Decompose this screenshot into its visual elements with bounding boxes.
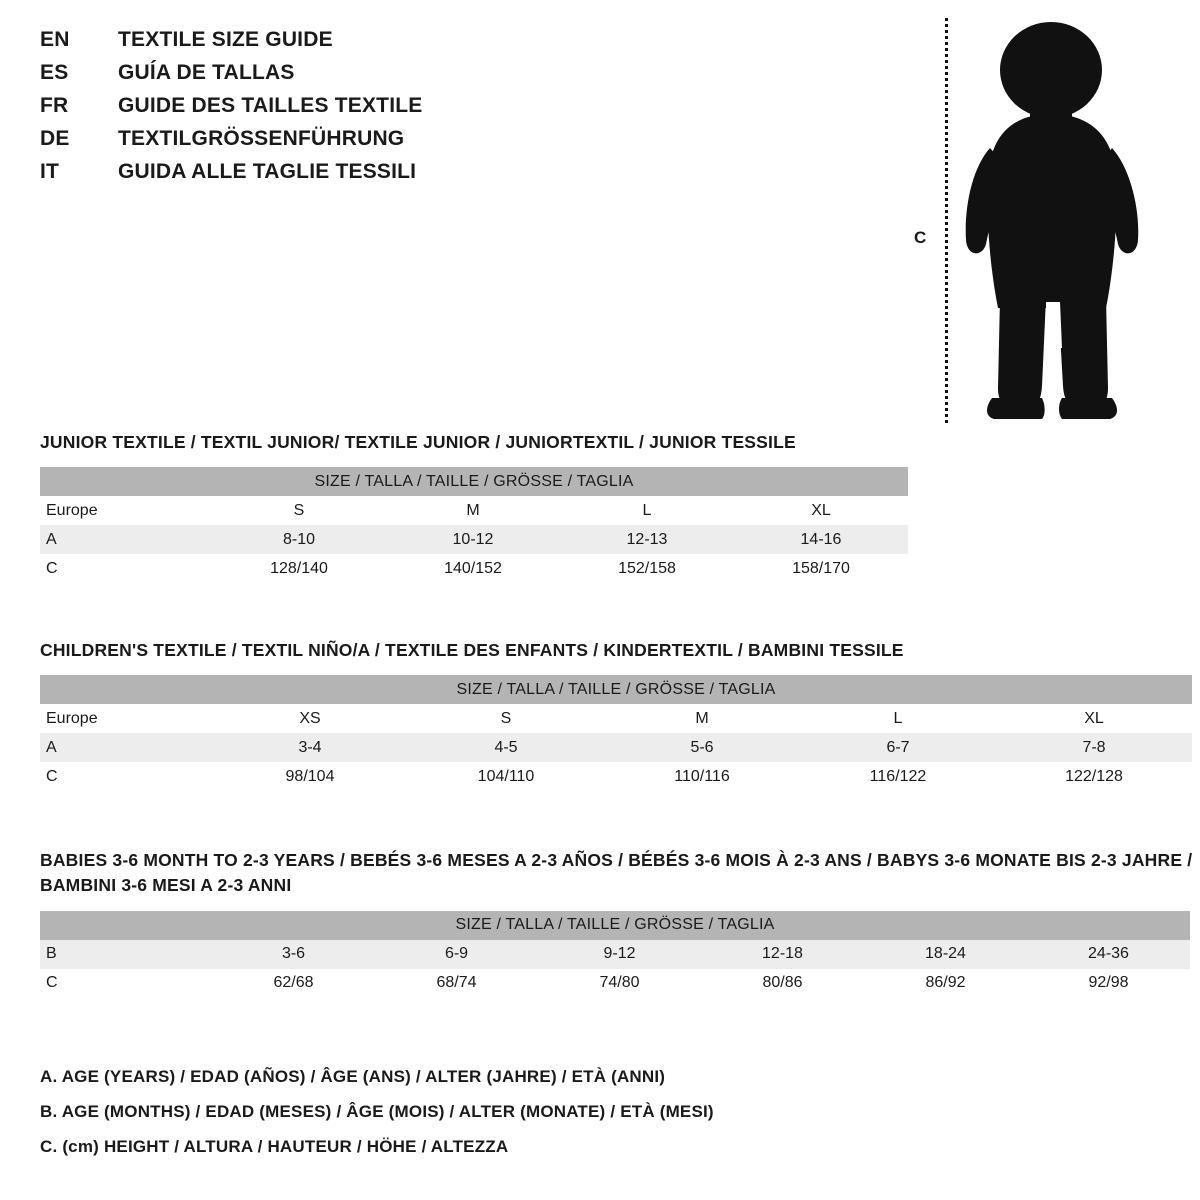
table-cell: 24-36 — [1027, 940, 1190, 969]
table-header-row — [40, 704, 1192, 733]
row-label: C — [40, 969, 212, 998]
table-cell: 110/116 — [604, 762, 800, 791]
table-row — [40, 733, 1192, 762]
table-band-label: SIZE / TALLA / TAILLE / GRÖSSE / TAGLIA — [40, 911, 1190, 940]
table-cell: 104/110 — [408, 762, 604, 791]
language-title: GUÍA DE TALLAS — [118, 61, 295, 84]
language-title: TEXTILGRÖSSENFÜHRUNG — [118, 127, 405, 150]
language-title-list — [40, 28, 660, 193]
language-title: TEXTILE SIZE GUIDE — [118, 28, 333, 51]
table-band-row — [40, 675, 1192, 704]
table-cell: 92/98 — [1027, 969, 1190, 998]
footnotes-block — [40, 1068, 940, 1173]
row-header-label: Europe — [40, 704, 212, 733]
language-row — [40, 160, 660, 193]
child-silhouette-icon — [950, 18, 1150, 428]
table-cell: 62/68 — [212, 969, 375, 998]
section-title: BABIES 3-6 MONTH TO 2-3 YEARS / BEBÉS 3-6 MESES A 2-3 AÑOS / BÉBÉS 3-6 MOIS À 2-3 ANS / BABYS 3-6 MONATE BIS 2-3 JAHRE / BAMBINI 3-6 MESI A 2-3 ANNI — [40, 850, 1193, 896]
table-header-row — [40, 496, 908, 525]
table-cell: 12-13 — [560, 525, 734, 554]
table-cell: 3-6 — [212, 940, 375, 969]
column-header: XS — [212, 704, 408, 733]
column-header: L — [560, 496, 734, 525]
table-cell: 128/140 — [212, 554, 386, 583]
table-row — [40, 525, 908, 554]
language-row — [40, 94, 660, 127]
column-header: M — [604, 704, 800, 733]
column-header: XL — [734, 496, 908, 525]
junior-size-table — [40, 467, 908, 583]
table-cell: 6-7 — [800, 733, 996, 762]
section-title: CHILDREN'S TEXTILE / TEXTIL NIÑO/A / TEXTILE DES ENFANTS / KINDERTEXTIL / BAMBINI TESSILE — [40, 640, 904, 660]
row-header-label: Europe — [40, 496, 212, 525]
language-code: EN — [40, 28, 70, 51]
table-band-row — [40, 467, 908, 496]
measure-label-c: C — [914, 228, 927, 247]
table-cell: 6-9 — [375, 940, 538, 969]
table-cell: 3-4 — [212, 733, 408, 762]
table-row — [40, 554, 908, 583]
section-title: JUNIOR TEXTILE / TEXTIL JUNIOR/ TEXTILE JUNIOR / JUNIORTEXTIL / JUNIOR TESSILE — [40, 432, 796, 452]
table-cell: 68/74 — [375, 969, 538, 998]
row-label: A — [40, 525, 212, 554]
table-cell: 80/86 — [701, 969, 864, 998]
children-size-table — [40, 675, 1192, 791]
row-label: A — [40, 733, 212, 762]
table-cell: 122/128 — [996, 762, 1192, 791]
row-label: B — [40, 940, 212, 969]
table-cell: 158/170 — [734, 554, 908, 583]
language-row — [40, 28, 660, 61]
row-label: C — [40, 762, 212, 791]
table-row — [40, 762, 1192, 791]
footnote-c: C. (cm) HEIGHT / ALTURA / HAUTEUR / HÖHE / ALTEZZA — [40, 1137, 509, 1156]
table-cell: 98/104 — [212, 762, 408, 791]
table-cell: 5-6 — [604, 733, 800, 762]
language-code: IT — [40, 160, 60, 183]
table-cell: 152/158 — [560, 554, 734, 583]
language-code: DE — [40, 127, 70, 150]
column-header: XL — [996, 704, 1192, 733]
table-row — [40, 969, 1190, 998]
column-header: S — [408, 704, 604, 733]
table-cell: 9-12 — [538, 940, 701, 969]
table-band-label: SIZE / TALLA / TAILLE / GRÖSSE / TAGLIA — [40, 467, 908, 496]
language-code: FR — [40, 94, 69, 117]
table-cell: 10-12 — [386, 525, 560, 554]
section-children-textile — [40, 638, 1192, 791]
section-junior-textile — [40, 430, 908, 583]
measure-dotted-line — [945, 18, 948, 423]
table-row — [40, 940, 1190, 969]
table-cell: 12-18 — [701, 940, 864, 969]
row-label: C — [40, 554, 212, 583]
table-cell: 8-10 — [212, 525, 386, 554]
column-header: S — [212, 496, 386, 525]
footnote-a: A. AGE (YEARS) / EDAD (AÑOS) / ÂGE (ANS) / ALTER (JAHRE) / ETÀ (ANNI) — [40, 1067, 666, 1086]
table-band-row — [40, 911, 1190, 940]
height-measure-figure — [900, 10, 1170, 430]
language-code: ES — [40, 61, 69, 84]
section-babies-textile — [40, 848, 1200, 998]
table-cell: 74/80 — [538, 969, 701, 998]
language-row — [40, 61, 660, 94]
language-title: GUIDE DES TAILLES TEXTILE — [118, 94, 423, 117]
language-title: GUIDA ALLE TAGLIE TESSILI — [118, 160, 417, 183]
table-cell: 4-5 — [408, 733, 604, 762]
table-cell: 14-16 — [734, 525, 908, 554]
table-cell: 116/122 — [800, 762, 996, 791]
table-band-label: SIZE / TALLA / TAILLE / GRÖSSE / TAGLIA — [40, 675, 1192, 704]
table-cell: 140/152 — [386, 554, 560, 583]
footnote-b: B. AGE (MONTHS) / EDAD (MESES) / ÂGE (MOIS) / ALTER (MONATE) / ETÀ (MESI) — [40, 1102, 714, 1121]
language-row — [40, 127, 660, 160]
column-header: L — [800, 704, 996, 733]
column-header: M — [386, 496, 560, 525]
table-cell: 18-24 — [864, 940, 1027, 969]
table-cell: 86/92 — [864, 969, 1027, 998]
babies-size-table — [40, 911, 1190, 998]
table-cell: 7-8 — [996, 733, 1192, 762]
